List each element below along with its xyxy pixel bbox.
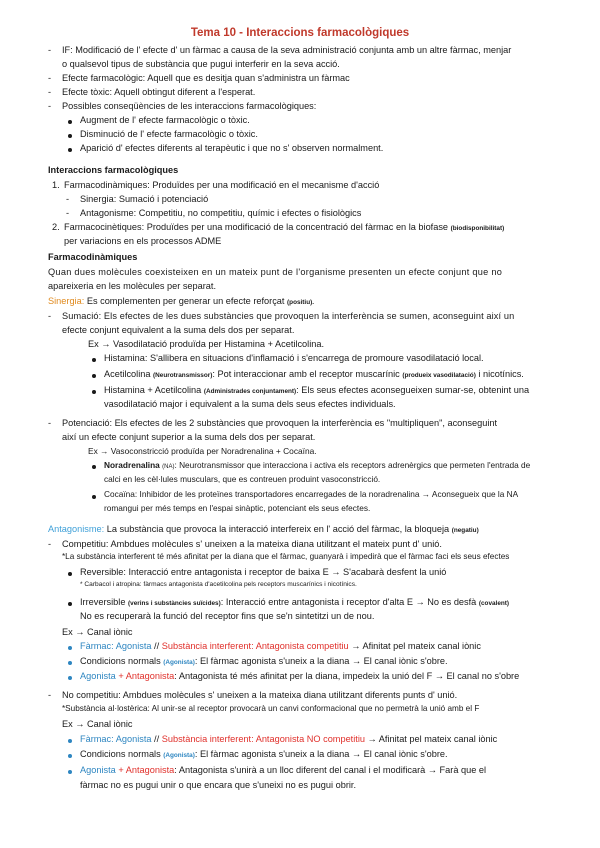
bullet-text bbox=[104, 368, 524, 380]
list-subitem: Antagonisme: Competitiu, no competitiu, químic i efectes o fisiològics bbox=[80, 208, 362, 218]
bullet-text bbox=[80, 748, 448, 760]
list-number: 2. bbox=[52, 222, 60, 232]
text: La substància que provoca la interacció interfereix en l' acció del fàrmac, la bloqueja bbox=[106, 524, 450, 534]
note-small: (covalent) bbox=[478, 600, 510, 607]
list-number: 1. bbox=[52, 180, 60, 190]
list-subitem: Sinergia: Sumació i potenciació bbox=[80, 194, 209, 204]
bullet-icon bbox=[68, 754, 72, 758]
section-heading: Interaccions farmacològiques bbox=[48, 165, 179, 175]
note-small: (negatiu) bbox=[451, 527, 479, 534]
paragraph-line: apareixeria en les molècules per separat. bbox=[48, 281, 217, 291]
bullet-icon bbox=[68, 676, 72, 680]
bullet-text bbox=[104, 460, 530, 472]
text: Condicions normals bbox=[80, 749, 164, 759]
dash: - bbox=[48, 45, 52, 55]
paragraph-line: així un efecte conjunt superior a la suma dels dos per separat. bbox=[62, 432, 316, 442]
intro-bullet: Disminució de l' efecte farmacològic o tòxic. bbox=[80, 129, 258, 139]
note-small: (biodisponibilitat) bbox=[450, 225, 505, 232]
intro-line: Efecte tòxic: Aquell obtingut diferent a l'esperat. bbox=[62, 87, 256, 97]
note-small: (NA) bbox=[162, 464, 175, 470]
text: Substància interferent: Antagonista competitiu bbox=[161, 641, 349, 651]
list-item: Farmacodinàmiques: Produïdes per una modificació en el mecanisme d'acció bbox=[64, 180, 380, 190]
example-line: Ex → Vasodilatació produïda per Histamina + Acetilcolina. bbox=[88, 339, 325, 349]
list-item bbox=[64, 221, 504, 233]
bullet-icon bbox=[92, 465, 96, 469]
sinergia-line bbox=[48, 295, 314, 307]
section-heading: Farmacodinàmiques bbox=[48, 252, 138, 262]
note-small: (positiu). bbox=[287, 299, 315, 306]
term-label: Antagonisme: bbox=[48, 524, 105, 534]
text: : Antagonista s'unirà a un lloc diferent del canal i el modificarà → Farà que el bbox=[174, 765, 487, 775]
text: Condicions normals bbox=[80, 656, 164, 666]
note-line: *Substància al·lostèrica: Al unir-se al receptor provocarà un canvi conformacional que no permetrà la unió amb el F bbox=[62, 704, 480, 713]
paragraph-line: No competitiu: Ambdues molècules s' uneixen a la mateixa diana utilitzant diferents punts d' unió. bbox=[62, 690, 458, 700]
dash: - bbox=[48, 311, 52, 321]
paragraph-line: Competitiu: Ambdues molècules s' uneixen a la mateixa diana utilitzant el mateix punt d' unió. bbox=[62, 539, 442, 549]
example-line: Ex → Canal iònic bbox=[62, 627, 133, 637]
text: Agonista bbox=[80, 671, 116, 681]
text: Substància interferent: Antagonista NO competitiu bbox=[161, 734, 365, 744]
intro-line: o qualsevol tipus de substància que pugui interferir en la seva acció. bbox=[62, 59, 340, 69]
list-item-cont: per variacions en els processos ADME bbox=[64, 236, 222, 246]
text: Irreversible bbox=[80, 597, 126, 607]
bullet-icon bbox=[68, 739, 72, 743]
text: Fàrmac: Agonista bbox=[80, 734, 152, 744]
bullet-icon bbox=[68, 572, 72, 576]
bullet-icon bbox=[68, 770, 72, 774]
bullet-text bbox=[104, 384, 529, 396]
text: : El fàrmac agonista s'uneix a la diana → El canal iònic s'obre. bbox=[194, 656, 448, 666]
paragraph-line: Quan dues molècules coexisteixen en un mateix punt de l'organisme presenten un efecte conjunt que no bbox=[48, 267, 503, 277]
example-line: Ex → Vasoconstricció produïda per Noradrenalina + Cocaïna. bbox=[88, 446, 317, 456]
bullet-text bbox=[80, 764, 486, 776]
note-small: (Neurotransmissor) bbox=[153, 372, 213, 379]
text: Farmacocinètiques: Produïdes per una modificació de la concentració del fàrmac en la biofase bbox=[64, 222, 449, 232]
intro-line: IF: Modificació de l' efecte d' un fàrmac a causa de la seva administració conjunta amb un altre fàrmac, menjar bbox=[62, 45, 512, 55]
note-line: *La substància interferent té més afinitat per la diana que el fàrmac, guanyarà i impedirà que el fàrmac faci els seus efectes bbox=[62, 552, 510, 561]
bullet-text: vasodilatació major i equivalent a la suma dels seus efectes individuals. bbox=[104, 399, 396, 409]
page-title: Tema 10 - Interaccions farmacològiques bbox=[190, 27, 410, 39]
text: + bbox=[115, 765, 126, 775]
antagonisme-line bbox=[48, 523, 479, 535]
text: Es complementen per generar un efecte reforçat bbox=[86, 296, 285, 306]
bullet-icon bbox=[68, 120, 72, 124]
bullet-icon bbox=[68, 134, 72, 138]
text: : Pot interaccionar amb el receptor muscarínic bbox=[212, 369, 400, 379]
bullet-text bbox=[80, 733, 497, 745]
text: : Els seus efectes aconsegueixen sumar-se, obtenint una bbox=[296, 385, 530, 395]
text: Antagonista bbox=[125, 671, 175, 681]
bullet-text bbox=[80, 640, 481, 652]
bullet-icon bbox=[68, 148, 72, 152]
note-small: (Agonista) bbox=[163, 752, 195, 759]
text: Antagonista bbox=[125, 765, 175, 775]
bullet-text: Cocaïna: Inhibidor de les proteïnes transportadores encarregades de la noradrenalina → Aconsegueix que la NA bbox=[104, 489, 519, 499]
text: : Antagonista té més afinitat per la diana, impedeix la unió del F → El canal no s'obre bbox=[174, 671, 520, 681]
bullet-icon bbox=[92, 390, 96, 394]
bullet-text bbox=[80, 670, 519, 682]
paragraph-line: Potenciació: Els efectes de les 2 substàncies que provoquen la interferència es "multipliquen", aconseguint bbox=[62, 418, 498, 428]
dash: - bbox=[48, 87, 52, 97]
text: → Afinitat pel mateix canal iònic bbox=[364, 734, 498, 744]
note-line: * Carbacol i atropina: fàrmacs antagonista d'acetilcolina pels receptors muscarínics i nicotínics. bbox=[80, 581, 357, 588]
bullet-icon bbox=[92, 358, 96, 362]
bullet-icon bbox=[68, 646, 72, 650]
bullet-icon bbox=[92, 374, 96, 378]
bullet-text: calci en les cèl·lules musculars, que es contreuen produint vasoconstricció. bbox=[104, 474, 381, 484]
text: : Neurotransmissor que interacciona i activa els receptors adrenèrgics que permeten l'entrada de bbox=[174, 460, 531, 470]
text: Fàrmac: Agonista bbox=[80, 641, 152, 651]
dash: - bbox=[48, 73, 52, 83]
bullet-text: Histamina: S'allibera en situacions d'inflamació i s'encarrega de promoure vasodilatació local. bbox=[104, 353, 484, 363]
text: Noradrenalina bbox=[104, 460, 160, 470]
bullet-icon bbox=[68, 661, 72, 665]
note-small: (verins i substàncies suïcides) bbox=[128, 600, 221, 607]
text: Agonista bbox=[80, 765, 116, 775]
note-small: (Agonista) bbox=[163, 659, 195, 666]
text: : Interacció entre antagonista i receptor d'alta E → No es desfà bbox=[220, 597, 477, 607]
bullet-icon bbox=[92, 495, 96, 499]
dash: - bbox=[66, 208, 70, 218]
dash: - bbox=[48, 101, 52, 111]
bullet-text: No es recuperarà la funció del receptor fins que se'n sintetitzi un de nou. bbox=[80, 611, 375, 621]
bullet-text bbox=[80, 655, 448, 667]
text: + bbox=[115, 671, 126, 681]
text: : El fàrmac agonista s'uneix a la diana → El canal iònic s'obre. bbox=[194, 749, 448, 759]
example-line: Ex → Canal iònic bbox=[62, 719, 133, 729]
bullet-text: Reversible: Interacció entre antagonista i receptor de baixa E → S'acabarà desfent la unió bbox=[80, 567, 447, 577]
bullet-text bbox=[80, 596, 509, 608]
dash: - bbox=[48, 690, 52, 700]
intro-bullet: Aparició d' efectes diferents al terapèutic i que no s' observen normalment. bbox=[80, 143, 384, 153]
intro-line: Possibles conseqüències de les interaccions farmacològiques: bbox=[62, 101, 317, 111]
term-label: Sinergia: bbox=[48, 296, 85, 306]
note-small: (produeix vasodilatació) bbox=[402, 372, 476, 379]
text: // bbox=[151, 734, 162, 744]
text: Acetilcolina bbox=[104, 369, 151, 379]
intro-line: Efecte farmacològic: Aquell que es desitja quan s'administra un fàrmac bbox=[62, 73, 350, 83]
text: i nicotínics. bbox=[478, 369, 524, 379]
paragraph-line: efecte conjunt equivalent a la suma dels dos per separat. bbox=[62, 325, 295, 335]
text: Histamina + Acetilcolina bbox=[104, 385, 202, 395]
bullet-text: fàrmac no es pugui unir o que encara que s'uneixi no es pugui obrir. bbox=[80, 780, 357, 790]
paragraph-line: Sumació: Els efectes de les dues substàncies que provoquen la interferència se sumen, aconseguint així un bbox=[62, 311, 515, 321]
bullet-text: romangui per més temps en l'espai sinàptic, potenciant els seus efectes. bbox=[104, 503, 371, 513]
dash: - bbox=[66, 194, 70, 204]
dash: - bbox=[48, 539, 52, 549]
text: // bbox=[151, 641, 162, 651]
text: → Afinitat pel mateix canal iònic bbox=[348, 641, 481, 651]
intro-bullet: Augment de l' efecte farmacològic o tòxic. bbox=[80, 115, 250, 125]
note-small: (Administrades conjuntament) bbox=[203, 388, 297, 395]
bullet-icon bbox=[68, 602, 72, 606]
dash: - bbox=[48, 418, 52, 428]
